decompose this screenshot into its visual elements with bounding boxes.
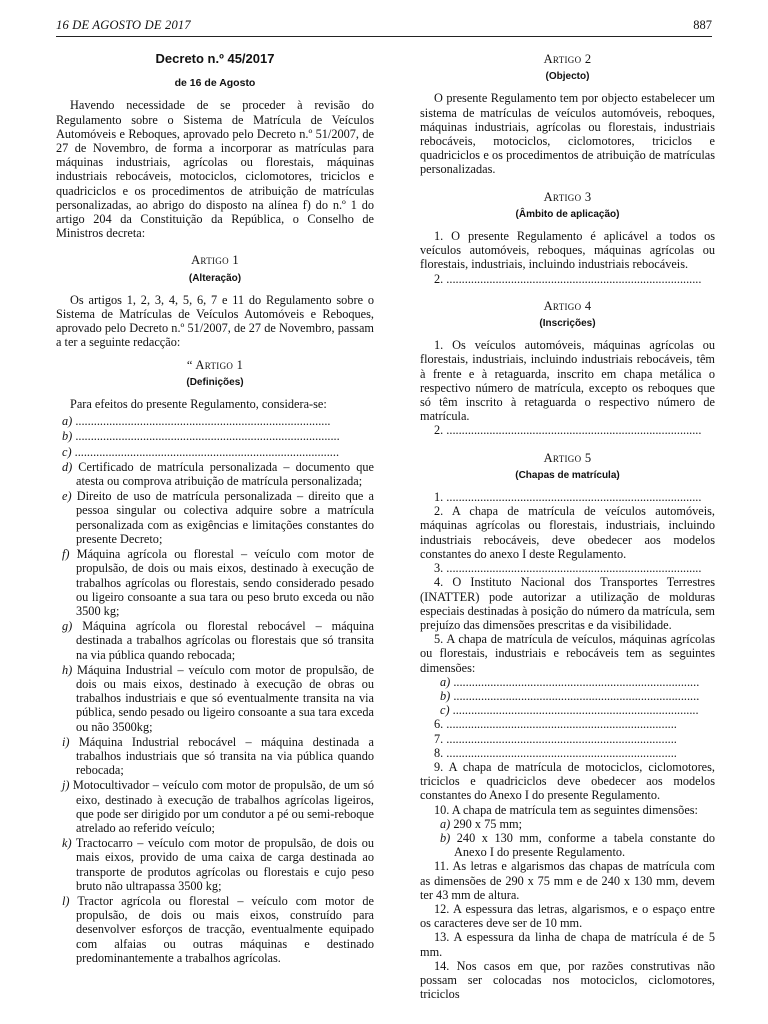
definition-text: Máquina agrícola ou florestal – veículo com motor de propulsão, de dois ou mais eixos, destinado à execução de trabalhos agrícolas ou florestais, sendo considerado pesado ou ligeiro consoante a sua tara ou peso bruto exceda ou não 3500 kg; [69, 547, 374, 618]
definition-text: ...................................................................................... [72, 429, 340, 444]
definition-item [56, 836, 374, 893]
definition-text: ...................................................................................... [71, 444, 340, 459]
article-5-subitem [420, 817, 715, 831]
page-number: 887 [693, 18, 712, 32]
article-5-subitem [420, 689, 715, 703]
article-4-item: 1. Os veículos automóveis, máquinas agrícolas ou florestais, industriais, incluindo industriais rebocáveis, têm à frente e à retaguarda, inscrito em chapa metálica o respectivo número de matrícula, excepto os reboques que só têm inscrito à retaguarda o respectivo número de matrícula. [420, 338, 715, 424]
article-3-heading: Artigo 3 [543, 189, 592, 204]
subitem-text: ................................................................................ [449, 703, 699, 718]
definition-label: i) [62, 734, 70, 749]
article-2-subtitle: (Objecto) [545, 71, 590, 83]
article-5-item: 10. A chapa de matrícula tem as seguintes dimensões: [434, 802, 698, 817]
quoted-article-subtitle: (Definições) [186, 376, 244, 388]
article-4-heading: Artigo 4 [543, 298, 592, 313]
article-3-item: 2. ................................................................................... [434, 271, 702, 286]
subitem-label: b) [440, 688, 451, 703]
definition-label: a) [62, 414, 73, 429]
page-header [56, 16, 712, 37]
definitions-list [56, 414, 374, 965]
definition-text: Tractor agrícola ou florestal – veículo com motor de propulsão, de dois ou mais eixos, construído para desenvolver esforços de tracção, eventualmente equipado com alfaias ou outras máquinas e destinado predominantemente a trabalhos agrícolas. [69, 893, 374, 965]
article-5-item: 3. ................................................................................... [434, 561, 702, 576]
definition-text: Máquina Industrial rebocável – máquina destinada a trabalhos industriais que só transita na via pública quando rebocada; [69, 734, 374, 778]
quoted-article-heading: “ Artigo 1 [186, 357, 244, 372]
subitem-text: 240 x 130 mm, conforme a tabela constante do Anexo I do presente Regulamento. [450, 830, 715, 860]
subitem-label: c) [440, 703, 450, 718]
definition-item [56, 414, 374, 428]
definition-label: h) [62, 662, 73, 677]
right-column [420, 50, 715, 1001]
definition-label: j) [62, 778, 70, 793]
article-2-heading: Artigo 2 [543, 52, 592, 66]
definition-item [56, 619, 374, 662]
article-1-text: Os artigos 1, 2, 3, 4, 5, 6, 7 e 11 do Regulamento sobre o Sistema de Matrículas de Veículos Automóveis e Reboques, aprovado pelo Decreto n.º 51/2007, de 27 de Novembro, passam a ter a seguinte redacção: [56, 292, 374, 350]
article-1-subtitle: (Alteração) [188, 272, 242, 284]
article-5-item: 5. A chapa de matrícula de veículos, máquinas agrícolas ou florestais, industriais e rebocáveis tem as seguintes dimensões: [420, 632, 715, 675]
definition-label: k) [62, 836, 72, 851]
preamble: Havendo necessidade de se proceder à revisão do Regulamento sobre o Sistema de Matrícula de Veículos Automóveis e Reboques, aprovado pelo Decreto n.º 51/2007, de 27 de Novembro, de forma a incorporar as matrículas para máquinas industriais, agrícolas ou florestais, máquinas industriais rebocáveis, motociclos, ciclomotores, triciclos e quadriciclos e os procedimentos de atribuição de matrículas personalizadas, ao abrigo do disposto na alínea f) do n.º 1 do artigo 204 da Constituição da República, o Conselho de Ministros decreta: [56, 98, 374, 241]
article-5-heading: Artigo 5 [543, 450, 592, 465]
definition-text: Máquina agrícola ou florestal rebocável – máquina destinada a trabalhos agrícolas ou florestais que só transita na via pública quando rebocada; [72, 619, 374, 662]
definition-item [56, 663, 374, 734]
article-5-item: 6. ........................................................................... [434, 717, 677, 732]
subitem-label: a) [440, 674, 451, 689]
article-5-subtitle: (Chapas de matrícula) [515, 469, 620, 481]
subitem-label: a) [440, 816, 451, 831]
article-5-item: 7. ........................................................................... [434, 731, 677, 746]
article-5-subitem [420, 831, 715, 859]
definition-item [56, 894, 374, 965]
subitem-text: ................................................................................ [450, 674, 700, 689]
article-5-item: 13. A espessura da linha de chapa de matrícula é de 5 mm. [420, 930, 715, 959]
article-5-subitem [420, 675, 715, 689]
decree-title: Decreto n.º 45/2017 [155, 51, 275, 66]
left-column [56, 50, 374, 966]
definition-item [56, 445, 374, 459]
article-4-item: 2. ................................................................................... [434, 423, 702, 438]
article-5-item: 2. A chapa de matrícula de veículos automóveis, máquinas agrícolas ou florestais, industriais, incluindo industriais rebocáveis, deve obedecer aos modelos constantes do anexo I deste Regulamento. [420, 504, 715, 561]
definition-text: Tractocarro – veículo com motor de propulsão, de dois ou mais eixos, provido de uma caixa de carga destinada ao transporte de produtos agrícolas ou florestais e cujo peso bruto não ultrapassa 3500 kg; [71, 836, 374, 893]
article-5-item: 9. A chapa de matrícula de motociclos, ciclomotores, triciclos e quadriciclos deve obedecer aos modelos constantes do Anexo I do presente Regulamento. [420, 759, 715, 803]
definition-text: Direito de uso de matrícula personalizada – direito que a pessoa singular ou colectiva adquire sobre a matrícula personalizada com as exigências e limitações constantes do presente Decreto; [71, 489, 374, 546]
article-5-item: 14. Nos casos em que, por razões construtivas não possam ser colocadas nos motociclos, ciclomotores, triciclos [420, 958, 715, 1002]
article-4-subtitle: (Inscrições) [539, 318, 596, 330]
definitions-intro: Para efeitos do presente Regulamento, considera-se: [70, 397, 327, 412]
subitem-text: 290 x 75 mm; [450, 816, 522, 831]
article-5-item: 1. ................................................................................... [434, 490, 702, 505]
definition-item [56, 778, 374, 835]
definition-label: l) [62, 893, 70, 908]
definition-item [56, 460, 374, 488]
subitem-label: b) [440, 830, 451, 845]
article-5-item: 12. A espessura das letras, algarismos, e o espaço entre os caracteres deve ser de 10 mm. [420, 901, 715, 931]
definition-item [56, 429, 374, 443]
subitem-text: ................................................................................ [450, 688, 700, 703]
definition-text: Certificado de matrícula personalizada – documento que atesta ou comprova atribuição de matrícula personalizada; [72, 459, 374, 489]
article-5-item: 8. ........................................................................... [434, 745, 677, 760]
article-2-text: O presente Regulamento tem por objecto estabelecer um sistema de matrículas de veículos automóveis, reboques, máquinas industriais, agrícolas ou florestais, industriais rebocáveis, motociclos, ciclomotores, triciclos e quadriciclos e os procedimentos de atribuição de matrículas personalizadas. [420, 91, 715, 177]
definition-text: Motocultivador – veículo com motor de propulsão, de um só eixo, destinado à execução de trabalhos agrícolas ligeiros, que pode ser dirigido por um condutor a pé ou semi-reboque atrelado ao referido veículo; [69, 778, 374, 835]
definition-item [56, 735, 374, 778]
decree-date: de 16 de Agosto [174, 77, 256, 90]
definition-label: f) [62, 547, 70, 562]
article-5-item: 11. As letras e algarismos das chapas de matrícula com as dimensões de 290 x 75 mm e de 240 x 130 mm, devem ter 43 mm de altura. [420, 859, 715, 902]
definition-label: b) [62, 429, 73, 444]
definition-label: d) [62, 459, 73, 474]
article-3-item: 1. O presente Regulamento é aplicável a todos os veículos automóveis, reboques, máquinas agrícolas ou florestais, industriais, incluindo industriais rebocáveis. [420, 229, 715, 272]
article-5-item: 4. O Instituto Nacional dos Transportes Terrestres (INATTER) pode autorizar a utilização de molduras especiais destinadas à posição do número da matrícula, sem prejuízo das dimensões prescritas e da visibilidade. [420, 575, 715, 632]
definition-text: ................................................................................... [72, 414, 331, 429]
definition-label: c) [62, 444, 72, 459]
article-1-heading: Artigo 1 [191, 253, 239, 268]
article-5-subitem [420, 703, 715, 717]
header-date: 16 DE AGOSTO DE 2017 [56, 18, 191, 32]
definition-label: g) [62, 619, 73, 634]
definition-item [56, 489, 374, 546]
definition-label: e) [62, 489, 72, 504]
definition-item [56, 547, 374, 618]
article-3-subtitle: (Âmbito de aplicação) [515, 208, 620, 220]
definition-text: Máquina Industrial – veículo com motor de propulsão, de dois ou mais eixos, destinado à execução de obras ou trabalhos industriais e que só eventualmente transita na via pública, sendo pesado ou ligeiro consoante a sua tara exceda ou não 3500kg; [72, 662, 374, 734]
